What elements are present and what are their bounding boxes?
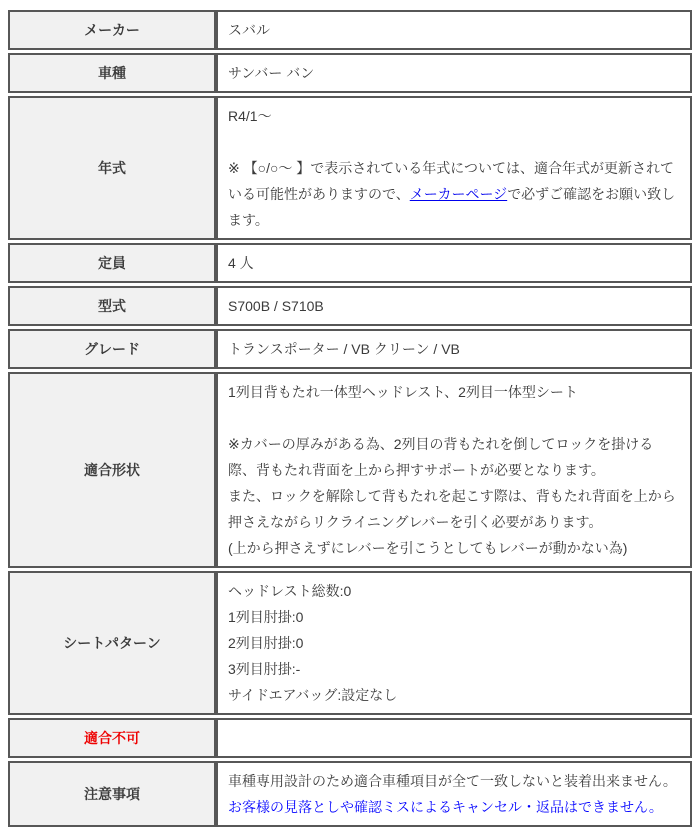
seat-pattern-side-airbag: サイドエアバッグ:設定なし bbox=[228, 687, 398, 703]
blank-line bbox=[228, 129, 680, 155]
maker-page-link[interactable]: メーカーページ bbox=[409, 186, 508, 202]
seat-pattern-headrest-count: ヘッドレスト総数:0 bbox=[228, 583, 352, 599]
notes-line1: 車種専用設計のため適合車種項目が全て一致しないと装着出来ません。 bbox=[228, 773, 677, 789]
fit-shape-line1: 1列目背もたれ一体型ヘッドレスト、2列目一体型シート bbox=[228, 384, 578, 400]
row-value-model: サンバー バン bbox=[216, 53, 692, 93]
table-row-not-compatible bbox=[8, 718, 692, 758]
row-value-grade: トランスポーター / VB クリーン / VB bbox=[216, 329, 692, 369]
year-note-post: で必ずご確認をお願い致します。 bbox=[228, 186, 676, 228]
row-label-model-code: 型式 bbox=[8, 286, 216, 326]
table-row-capacity bbox=[8, 243, 692, 283]
row-value-capacity: 4 人 bbox=[216, 243, 692, 283]
row-value-not-compatible bbox=[216, 718, 692, 758]
row-label-notes: 注意事項 bbox=[8, 761, 216, 827]
row-value-fit-shape bbox=[216, 372, 692, 568]
row-label-seat-pattern: シートパターン bbox=[8, 571, 216, 715]
table-row-year bbox=[8, 96, 692, 240]
row-label-model: 車種 bbox=[8, 53, 216, 93]
table-row-grade bbox=[8, 329, 692, 369]
table-row-fit-shape bbox=[8, 372, 692, 568]
row-value-seat-pattern bbox=[216, 571, 692, 715]
row-value-model-code: S700B / S710B bbox=[216, 286, 692, 326]
fit-shape-para2: また、ロックを解除して背もたれを起こす際は、背もたれ背面を上から押さえながらリクライニングレバーを引く必要があります。 bbox=[228, 488, 676, 530]
notes-line2-no-cancel: お客様の見落としや確認ミスによるキャンセル・返品はできません。 bbox=[228, 799, 663, 815]
row-label-fit-shape: 適合形状 bbox=[8, 372, 216, 568]
row-label-not-compatible: 適合不可 bbox=[8, 718, 216, 758]
row-label-maker: メーカー bbox=[8, 10, 216, 50]
blank-line bbox=[228, 405, 680, 431]
table-row-model bbox=[8, 53, 692, 93]
table-row-notes bbox=[8, 761, 692, 827]
fit-shape-para3: (上から押さえずにレバーを引こうとしてもレバーが動かない為) bbox=[228, 540, 628, 556]
table-row-maker bbox=[8, 10, 692, 50]
table-row-model-code bbox=[8, 286, 692, 326]
seat-pattern-row3-armrest: 3列目肘掛:- bbox=[228, 661, 301, 677]
row-label-grade: グレード bbox=[8, 329, 216, 369]
year-note bbox=[228, 155, 680, 233]
seat-pattern-row2-armrest: 2列目肘掛:0 bbox=[228, 635, 304, 651]
seat-pattern-row1-armrest: 1列目肘掛:0 bbox=[228, 609, 304, 625]
fit-shape-para1: ※カバーの厚みがある為、2列目の背もたれを倒してロックを掛ける際、背もたれ背面を上から押すサポートが必要となります。 bbox=[228, 436, 654, 478]
year-note-pre: ※ 【○/○～ 】で表示されている年式については、適合年式が更新されている可能性がありますので、 bbox=[228, 160, 675, 202]
row-value-maker: スバル bbox=[216, 10, 692, 50]
year-value: R4/1～ bbox=[228, 108, 272, 124]
table-row-seat-pattern bbox=[8, 571, 692, 715]
row-label-capacity: 定員 bbox=[8, 243, 216, 283]
row-value-year bbox=[216, 96, 692, 240]
vehicle-spec-table bbox=[8, 7, 692, 830]
row-value-notes bbox=[216, 761, 692, 827]
row-label-year: 年式 bbox=[8, 96, 216, 240]
